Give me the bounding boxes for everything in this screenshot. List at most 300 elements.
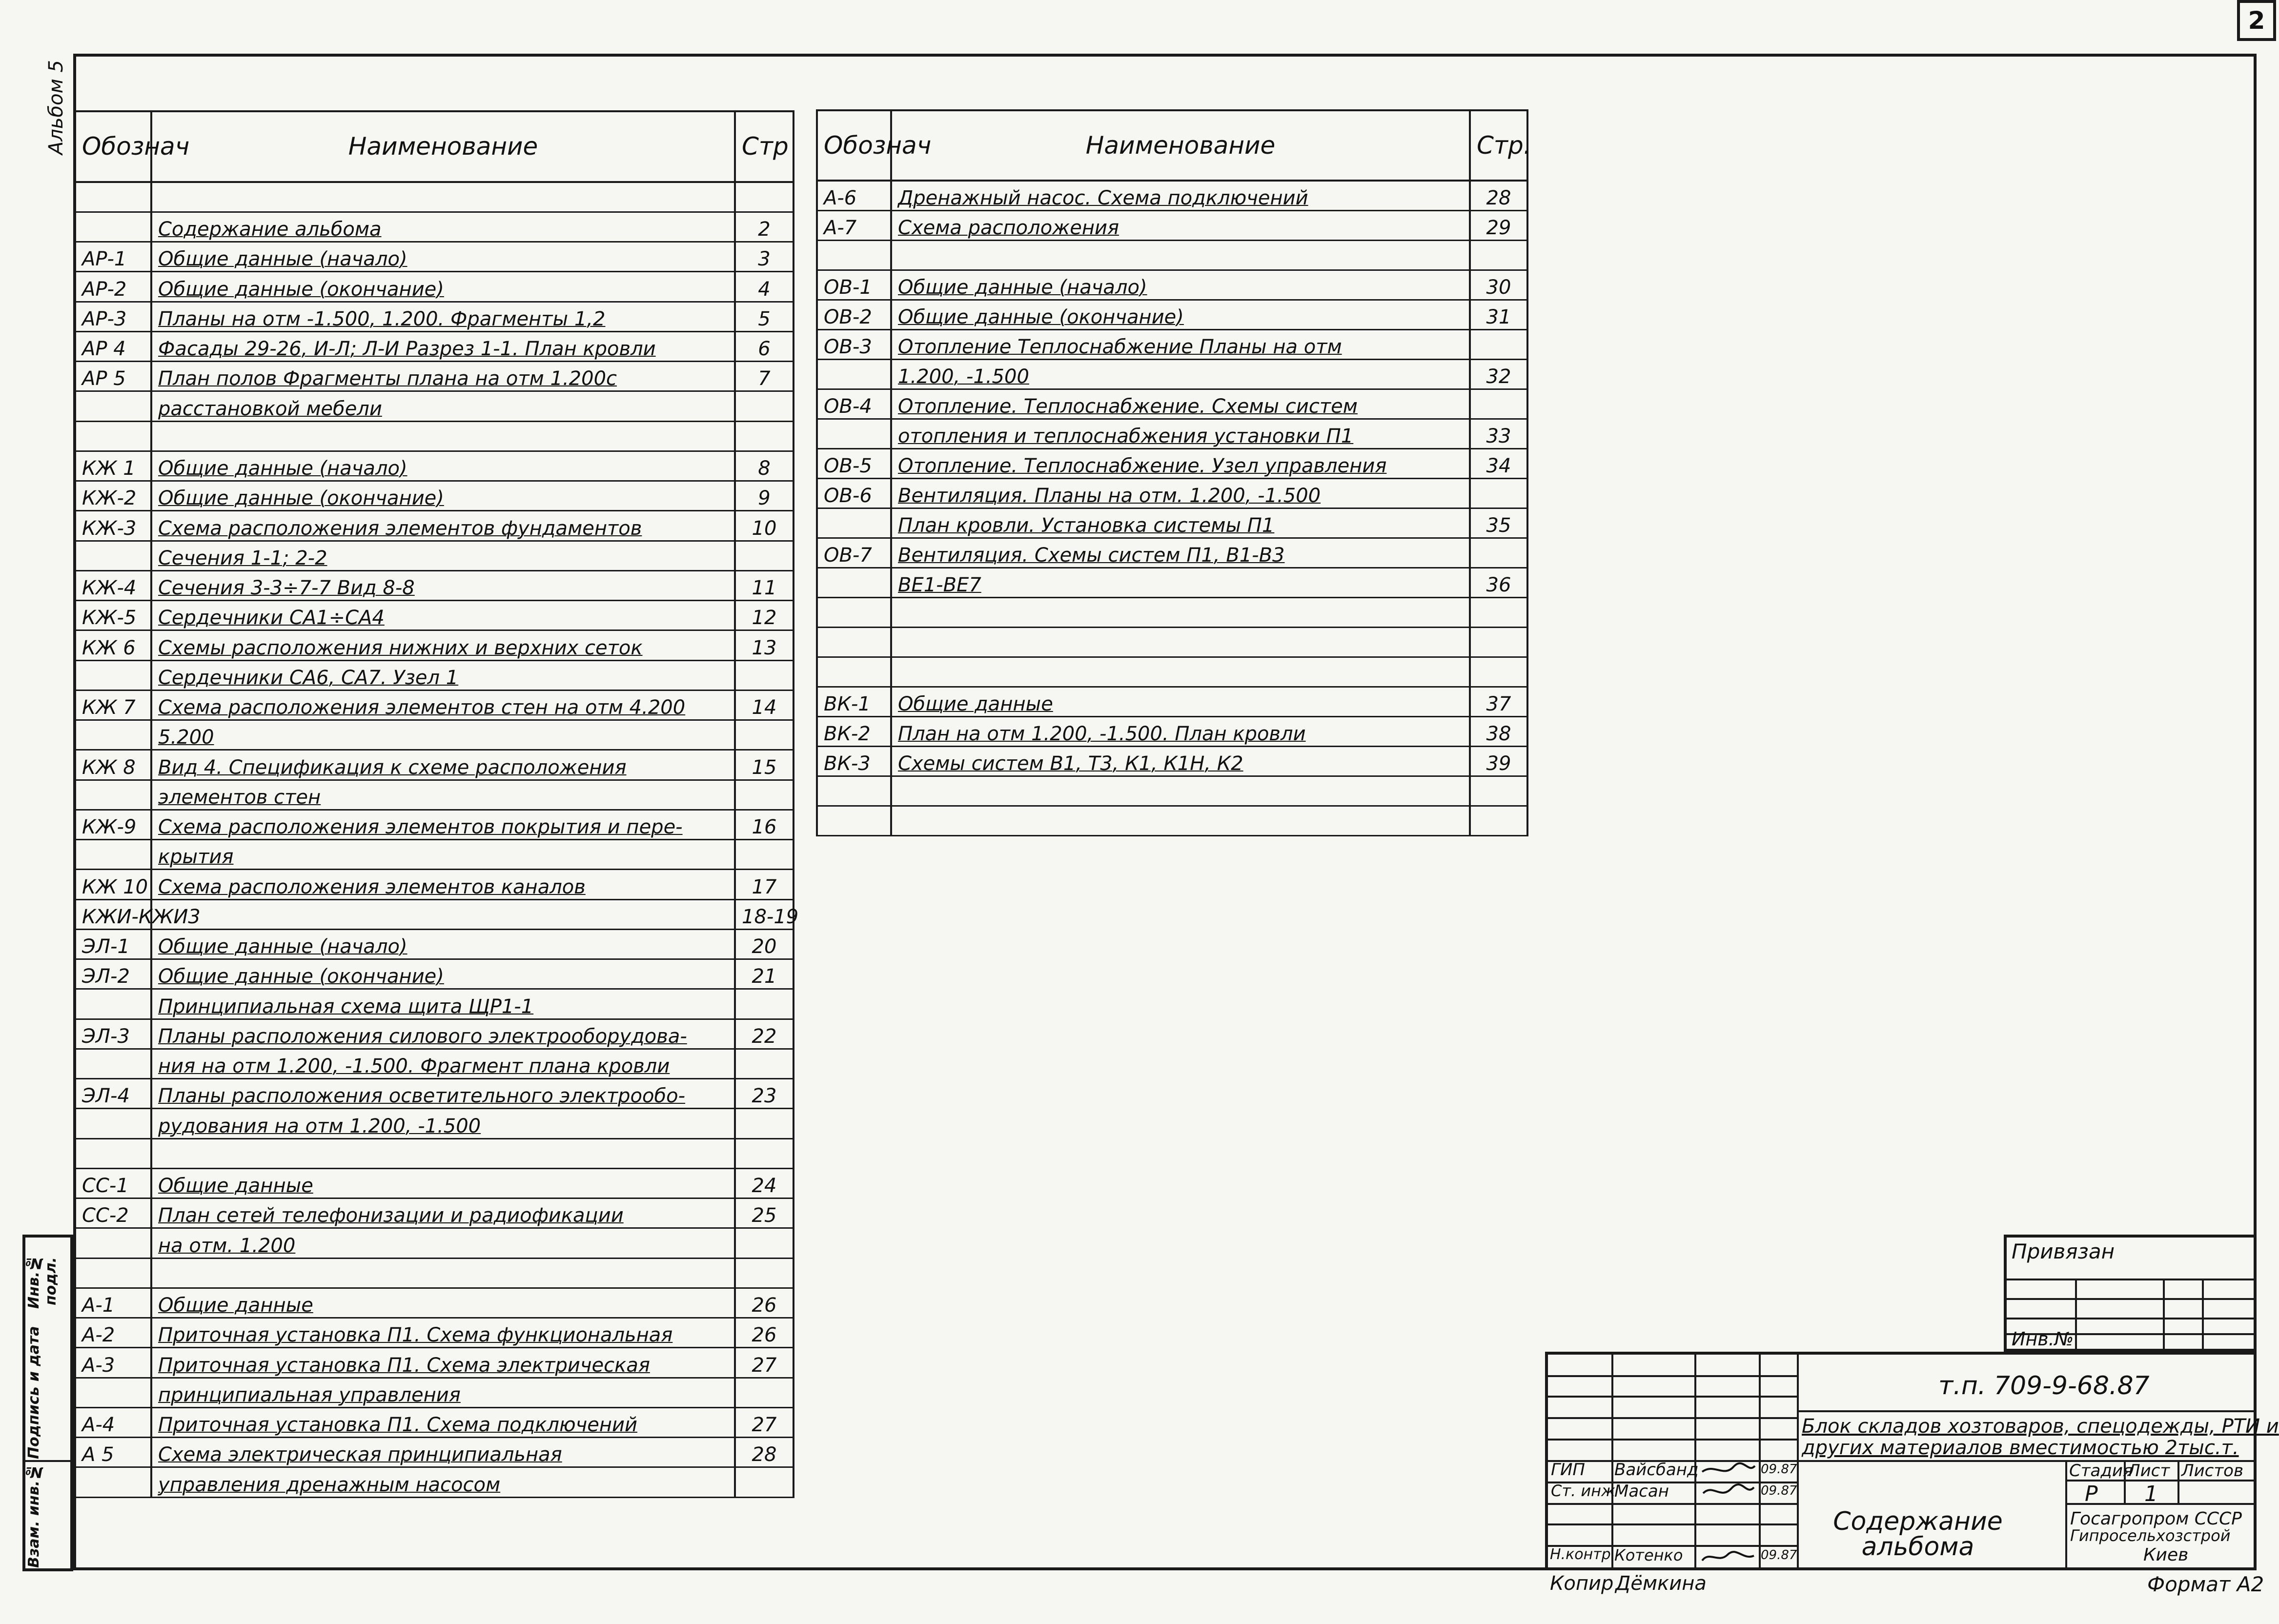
row-designation: ЭЛ-1 [75,929,151,959]
table-row [75,1168,794,1198]
row-name: План на отм 1.200, -1.500. План кровли [891,717,1470,747]
side-stamp-vzam-inv: Взам. инв.№ [25,1462,70,1571]
row-page [735,840,794,870]
table-row [817,538,1527,568]
row-name: Схема электрическая принципиальная [151,1438,735,1467]
row-designation: КЖ-4 [75,570,151,600]
row-name: Вид 4. Спецификация к схеме расположения [151,750,735,780]
table-row [75,362,794,391]
row-designation [817,568,891,598]
table-row [75,421,794,451]
row-name: Вентиляция. Схемы систем П1, В1-В3 [891,538,1470,568]
table-row [75,451,794,481]
row-designation [75,1378,151,1407]
row-designation: АР 5 [75,362,151,391]
row-page [1470,806,1527,836]
object-name-line-1: Блок складов хозтоваров, спецодежды, РТИ и [1802,1415,2279,1438]
row-designation: АР-2 [75,272,151,302]
row-name: расстановкой мебели [151,391,735,421]
sheet-value: 1 [2144,1482,2158,1506]
header-page: Стр. [1470,110,1527,181]
table-row [75,302,794,331]
row-page: 12 [735,601,794,630]
side-stamp [22,1235,73,1571]
sig-role-n-kontr: Н.контр [1550,1546,1611,1563]
org-line-2: Гипросельхозстрой [2070,1526,2231,1545]
row-page [735,182,794,212]
row-page [1470,657,1527,687]
row-designation [75,182,151,212]
table-row [75,720,794,750]
row-name: Схемы систем В1, Т3, К1, К1Н, К2 [891,747,1470,776]
table-row [75,1109,794,1138]
row-page [1470,776,1527,806]
row-page: 34 [1470,449,1527,479]
row-page [735,1228,794,1258]
row-designation: ЭЛ-4 [75,1079,151,1109]
row-name: Общие данные (окончание) [151,481,735,511]
row-page: 21 [735,959,794,989]
org-line-3: Киев [2143,1545,2189,1565]
row-name: ВЕ1-ВЕ7 [891,568,1470,598]
table-row [75,1258,794,1288]
sig-role-st-inzh: Ст. инж [1551,1482,1615,1500]
row-designation: КЖ 7 [75,690,151,720]
row-designation: ЭЛ-3 [75,1019,151,1049]
row-name: 1.200, -1.500 [891,360,1470,389]
table-row [75,690,794,720]
row-name: Схема расположения элементов каналов [151,870,735,899]
row-page: 15 [735,750,794,780]
row-name: крытия [151,840,735,870]
row-page: 38 [1470,717,1527,747]
table-row [75,1228,794,1258]
row-designation: А-4 [75,1407,151,1437]
table-row [75,1378,794,1407]
row-page: 20 [735,929,794,959]
table-row [817,449,1527,479]
row-name: отопления и теплоснабжения установки П1 [891,419,1470,449]
row-page: 27 [735,1407,794,1437]
table-header-row [75,111,794,182]
row-page [735,780,794,810]
table-row [817,419,1527,449]
table-row [75,272,794,302]
table-row [817,300,1527,330]
row-designation: СС-2 [75,1198,151,1228]
row-name: Сечения 3-3÷7-7 Вид 8-8 [151,570,735,600]
row-designation [75,1138,151,1168]
table-row [817,389,1527,419]
row-designation [75,212,151,242]
row-name [151,1138,735,1168]
table-row [817,747,1527,776]
row-designation: ОВ-6 [817,479,891,508]
row-name [891,598,1470,628]
row-page [1470,598,1527,628]
row-page: 13 [735,630,794,660]
row-designation: ВК-2 [817,717,891,747]
row-name: Схема расположения элементов покрытия и пере- [151,810,735,839]
row-designation: А-2 [75,1318,151,1348]
table-row [75,989,794,1019]
table-row [817,657,1527,687]
row-name: Общие данные [891,687,1470,717]
table-row [75,242,794,272]
table-row [75,1049,794,1078]
row-page: 8 [735,451,794,481]
row-name: Общие данные (окончание) [151,272,735,302]
row-name: Общие данные (начало) [151,451,735,481]
row-name [151,182,735,212]
table-row [75,750,794,780]
side-stamp-inv-podl: Инв.№ подл. [25,1254,60,1309]
row-designation: ЭЛ-2 [75,959,151,989]
row-page [735,1138,794,1168]
table-row [75,212,794,242]
row-designation: А-3 [75,1348,151,1378]
row-designation [75,421,151,451]
row-name: 5.200 [151,720,735,750]
copied-label: Копир [1550,1572,1614,1595]
row-page: 10 [735,511,794,541]
table-row [75,1348,794,1378]
row-designation: КЖ-3 [75,511,151,541]
table-row [817,241,1527,270]
table-row [75,899,794,929]
row-page [735,421,794,451]
table-header-row [817,110,1527,181]
row-designation: СС-1 [75,1168,151,1198]
header-name: Наименование [151,111,735,182]
row-page: 30 [1470,270,1527,300]
row-page: 33 [1470,419,1527,449]
row-name: Планы расположения силового электрооборудова- [151,1019,735,1049]
table-row [817,330,1527,360]
row-page: 25 [735,1198,794,1228]
table-row [817,806,1527,836]
signature-mark-n-kontr [1699,1546,1758,1567]
row-designation: АР-3 [75,302,151,331]
table-row [817,270,1527,300]
row-name [891,628,1470,657]
table-row [817,479,1527,508]
row-designation [75,1049,151,1078]
row-page [735,1109,794,1138]
contents-table-right [816,109,1531,836]
table-row [817,211,1527,241]
row-page [735,1467,794,1498]
row-page [735,1378,794,1407]
privyazan-title: Привязан [2012,1239,2115,1263]
table-row [75,810,794,839]
row-designation [75,1228,151,1258]
row-page: 3 [735,242,794,272]
row-designation [817,657,891,687]
table-row [75,1438,794,1467]
table-row [75,929,794,959]
row-designation [75,660,151,690]
table-row [817,181,1527,211]
row-designation [75,840,151,870]
row-designation: АР 4 [75,331,151,361]
row-designation: ОВ-5 [817,449,891,479]
format-label: Формат А2 [2147,1572,2264,1596]
row-name: на отм. 1.200 [151,1228,735,1258]
table-row [75,959,794,989]
table-row [75,630,794,660]
row-page: 4 [735,272,794,302]
table-row [817,717,1527,747]
sig-role-gip: ГИП [1551,1460,1585,1480]
album-label: Альбом 5 [45,60,67,155]
table-row [817,628,1527,657]
row-name: Общие данные (начало) [151,929,735,959]
table-row [75,1288,794,1318]
row-designation: КЖ 1 [75,451,151,481]
copied-name: Дёмкина [1615,1572,1707,1595]
row-designation: ОВ-2 [817,300,891,330]
table-row [817,508,1527,538]
header-page: Стр [735,111,794,182]
row-name [151,421,735,451]
row-designation: А-6 [817,181,891,211]
sheet-title: Содержание альбома [1833,1507,2003,1562]
row-page [1470,628,1527,657]
row-page [735,541,794,570]
row-name: Схема расположения элементов стен на отм 4.200 [151,690,735,720]
row-designation [817,419,891,449]
row-name: Общие данные [151,1288,735,1318]
row-page [1470,241,1527,270]
table-row [75,780,794,810]
sig-date-st-inzh: 09.87 [1761,1483,1797,1498]
table-row [75,481,794,511]
row-name: Приточная установка П1. Схема электрическая [151,1348,735,1378]
row-designation [817,806,891,836]
row-designation [817,776,891,806]
row-name: Общие данные (окончание) [151,959,735,989]
row-name: Общие данные (начало) [151,242,735,272]
table-row [75,660,794,690]
sig-date-n-kontr: 09.87 [1761,1548,1797,1563]
row-designation [75,391,151,421]
row-name [891,241,1470,270]
row-name: принципиальная управления [151,1378,735,1407]
row-name: План кровли. Установка системы П1 [891,508,1470,538]
row-designation [75,1258,151,1288]
sig-date-gip: 09.87 [1761,1462,1797,1477]
row-designation: ОВ-3 [817,330,891,360]
row-designation: КЖ-2 [75,481,151,511]
row-page [735,989,794,1019]
row-designation: ОВ-4 [817,389,891,419]
row-page [1470,330,1527,360]
row-name: Приточная установка П1. Схема функциональная [151,1318,735,1348]
row-name: Отопление Теплоснабжение Планы на отм [891,330,1470,360]
row-designation: КЖ 8 [75,750,151,780]
row-name: рудования на отм 1.200, -1.500 [151,1109,735,1138]
row-name: Общие данные [151,1168,735,1198]
row-name: ния на отм 1.200, -1.500. Фрагмент плана кровли [151,1049,735,1078]
row-name: Принципиальная схема щита ЩР1-1 [151,989,735,1019]
sheet-header: Лист [2128,1461,2170,1481]
row-page: 28 [1470,181,1527,211]
privyazan-block [2004,1235,2257,1352]
table-row [75,391,794,421]
table-row [75,541,794,570]
row-designation: А-7 [817,211,891,241]
contents-table-left [74,110,799,1498]
row-designation: КЖ 6 [75,630,151,660]
row-designation [75,1467,151,1498]
row-designation: А-1 [75,1288,151,1318]
row-name [891,657,1470,687]
row-page: 2 [735,212,794,242]
row-name: План сетей телефонизации и радиофикации [151,1198,735,1228]
row-name: Общие данные (начало) [891,270,1470,300]
row-designation [75,541,151,570]
sheets-header: Листов [2181,1461,2244,1481]
row-name: Содержание альбома [151,212,735,242]
row-designation [817,598,891,628]
stage-value: Р [2085,1482,2098,1506]
table-row [75,840,794,870]
row-designation [817,241,891,270]
signature-marks [1699,1461,1758,1524]
row-page: 7 [735,362,794,391]
row-page: 23 [735,1079,794,1109]
stage-header: Стадия [2069,1461,2133,1481]
header-name: Наименование [891,110,1470,181]
row-name [151,1258,735,1288]
privyazan-inv-label: Инв.№ [2012,1328,2074,1350]
table-row [817,568,1527,598]
row-name: Отопление. Теплоснабжение. Схемы систем [891,389,1470,419]
row-page [1470,479,1527,508]
table-row [817,598,1527,628]
row-name: Дренажный насос. Схема подключений [891,181,1470,211]
row-designation: ВК-1 [817,687,891,717]
sig-name-gip: Вайсбанд [1614,1460,1699,1480]
row-name: Вентиляция. Планы на отм. 1.200, -1.500 [891,479,1470,508]
row-name: Схема расположения элементов фундаментов [151,511,735,541]
row-page: 31 [1470,300,1527,330]
row-name: Схема расположения [891,211,1470,241]
row-name: Фасады 29-26, И-Л; Л-И Разрез 1-1. План кровли [151,331,735,361]
row-name: План полов Фрагменты плана на отм 1.200с [151,362,735,391]
table-row [75,1079,794,1109]
table-row [75,1467,794,1498]
table-row [75,1407,794,1437]
table-row [75,1318,794,1348]
row-name: управления дренажным насосом [151,1467,735,1498]
table-row [817,360,1527,389]
row-page [735,720,794,750]
row-designation: ВК-3 [817,747,891,776]
row-page: 9 [735,481,794,511]
row-name: Сечения 1-1; 2-2 [151,541,735,570]
row-designation: АР-1 [75,242,151,272]
row-designation [75,989,151,1019]
header-designation: Обознач [75,111,151,182]
row-designation [75,780,151,810]
row-page: 29 [1470,211,1527,241]
object-name-line-2: других материалов вместимостью 2тыс.т. [1802,1437,2239,1459]
row-name: Приточная установка П1. Схема подключений [151,1407,735,1437]
doc-code-text: т.п. 709-9-68.87 [1938,1371,2150,1401]
row-name: элементов стен [151,780,735,810]
row-page: 11 [735,570,794,600]
row-name [891,776,1470,806]
row-page: 14 [735,690,794,720]
table-row [75,570,794,600]
row-page: 35 [1470,508,1527,538]
table-row [75,331,794,361]
row-page [1470,389,1527,419]
row-page: 17 [735,870,794,899]
table-row [817,687,1527,717]
header-designation: Обознач [817,110,891,181]
row-page: 6 [735,331,794,361]
row-designation: КЖИ-КЖИ3 [75,899,151,929]
side-stamp-sign-date: Подпись и дата [25,1325,70,1462]
row-page: 24 [735,1168,794,1198]
row-designation: КЖ-5 [75,601,151,630]
row-page: 28 [735,1438,794,1467]
table-row [75,870,794,899]
row-page: 18-19 [735,899,794,929]
title-block [1545,1352,2279,1570]
row-designation: КЖ-9 [75,810,151,839]
row-page: 27 [735,1348,794,1378]
row-page: 39 [1470,747,1527,776]
table-row [817,776,1527,806]
row-page: 37 [1470,687,1527,717]
row-name: Общие данные (окончание) [891,300,1470,330]
row-page: 5 [735,302,794,331]
table-row [75,1138,794,1168]
row-designation: ОВ-1 [817,270,891,300]
row-page: 36 [1470,568,1527,598]
table-row [75,182,794,212]
table-row [75,1198,794,1228]
row-name [151,899,735,929]
row-page: 32 [1470,360,1527,389]
row-name: Планы на отм -1.500, 1.200. Фрагменты 1,2 [151,302,735,331]
row-name: Планы расположения осветительного электрообо- [151,1079,735,1109]
row-page: 26 [735,1288,794,1318]
row-designation: А 5 [75,1438,151,1467]
sig-name-st-inzh: Масан [1614,1482,1669,1501]
row-designation [817,628,891,657]
row-page [735,1258,794,1288]
row-designation [75,1109,151,1138]
table-row [75,1019,794,1049]
row-page [735,391,794,421]
sig-name-n-kontr: Котенко [1614,1546,1683,1564]
row-designation: ОВ-7 [817,538,891,568]
row-designation [817,508,891,538]
row-name: Сердечники СА6, СА7. Узел 1 [151,660,735,690]
row-designation [817,360,891,389]
page-number: 2 [2237,0,2276,41]
table-row [75,511,794,541]
row-designation: КЖ 10 [75,870,151,899]
row-name: Сердечники СА1÷СА4 [151,601,735,630]
row-page: 16 [735,810,794,839]
row-page: 22 [735,1019,794,1049]
